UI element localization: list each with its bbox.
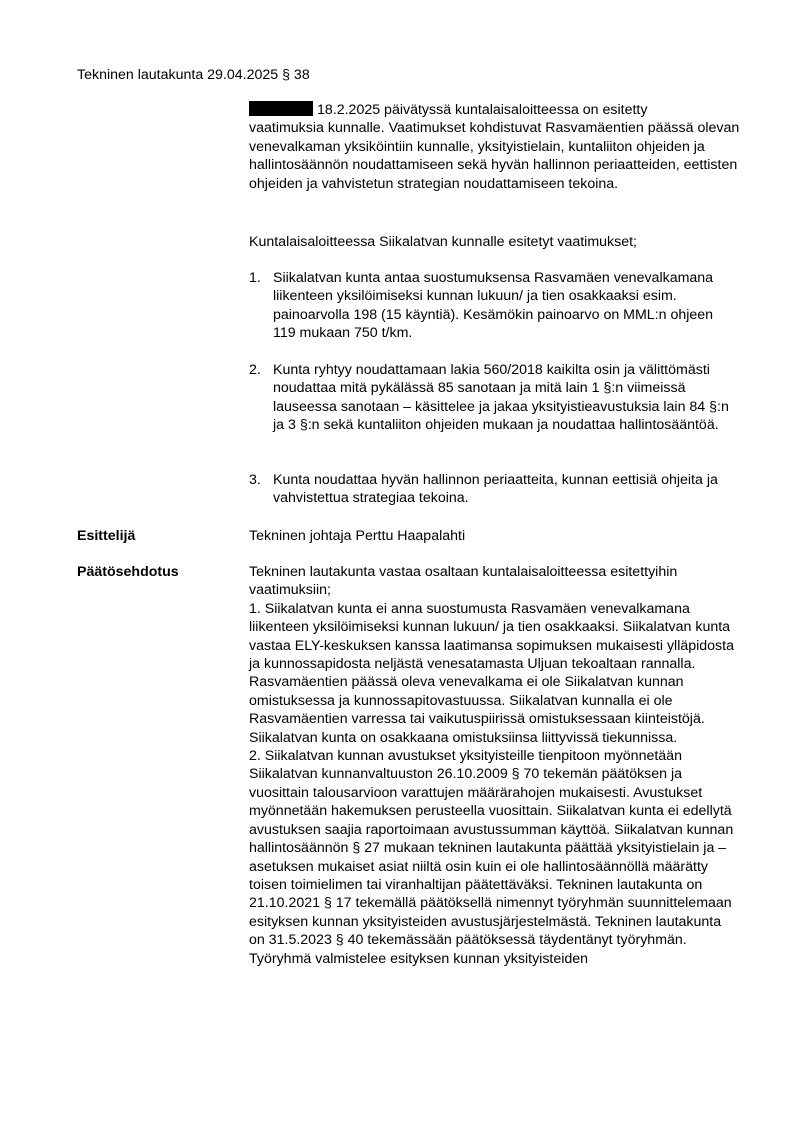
- list-item: [249, 361, 729, 435]
- list-item-text: Kunta noudattaa hyvän hallinnon periaatteita, kunnan eettisiä ohjeita ja vahvistettua strategiaa tekoina.: [273, 472, 718, 507]
- presenter-label: Esittelijä: [77, 528, 136, 544]
- list-item-text: Siikalatvan kunta antaa suostumuksensa Rasvamäen venevalkamana liikenteen yksilöimiseksi kunnan lukuun/ ja tien osakkaaksi esim. painoarvolla 198 (15 käyntiä). Kesämökin painoarvo on MML:n ohjeen 119 mukaan 750 t/km.: [273, 270, 714, 342]
- list-item-text: Kunta ryhtyy noudattamaan lakia 560/2018 kaikilta osin ja välittömästi noudattaa mitä pykälässä 85 sanotaan ja mitä lain 1 §:n viimeissä lauseessa sanotaan – käsittelee ja jakaa yksityistieavustuksia lain 84 §:n ja 3 §:n sekä kuntaliiton ohjeiden mukaan ja noudattaa hallintosääntöä.: [273, 362, 729, 434]
- list-item-number: 3.: [249, 472, 261, 488]
- demands-heading: Kuntalaisaloitteessa Siikalatvan kunnalle esitetyt vaatimukset;: [249, 234, 638, 250]
- intro-paragraph: [249, 101, 749, 193]
- redaction-box: [249, 101, 313, 116]
- proposal-label: Päätösehdotus: [77, 564, 179, 580]
- document-header: Tekninen lautakunta 29.04.2025 § 38: [77, 67, 310, 83]
- intro-first-line: 18.2.2025 päivätyssä kuntalaisaloitteessa on esitetty: [317, 102, 648, 118]
- list-item: [249, 269, 729, 343]
- list-item-number: 2.: [249, 362, 261, 378]
- demands-list-3: [249, 471, 729, 508]
- demands-list: [249, 269, 729, 343]
- list-item-number: 1.: [249, 270, 261, 286]
- proposal-text: Tekninen lautakunta vastaa osaltaan kuntalaisaloitteessa esitettyihin vaatimuksiin; 1. Siikalatvan kunta ei anna suostumusta Rasvamäen venevalkamana liikenteen yksilöimiseksi kunnan lukuun/ ja tien osakkaaksi. Siikalatvan kunta vastaa ELY-keskuksen kanssa laatimansa sopimuksen mukaisesti ylläpidosta ja kunnossapidosta neljästä venesatamasta Uljuan tekoaltaan rannalla. Rasvamäentien päässä oleva venevalkama ei ole Siikalatvan kunnan omistuksessa ja kunnossapitovastuussa. Siikalatvan kunnalla ei ole Rasvamäentien varressa tai vaikutuspiirissä omistuksessaan kiinteistöjä. Siikalatvan kunta on osakkaana omistuksiinsa liittyvissä tiekunnissa. 2. Siikalatvan kunnan avustukset yksityisteille tienpitoon myönnetään Siikalatvan kunnanvaltuuston 26.10.2009 § 70 tekemän päätöksen ja vuosittain talousarvioon varattujen määrärahojen mukaisesti. Avustukset myönnetään hakemuksen perusteella vuosittain. Siikalatvan kunta ei edellytä avustuksen saajia raportoimaan avustussumman käyttöä. Siikalatvan kunnan hallintosäännön § 27 mukaan tekninen lautakunta päättää yksityistielain ja –asetuksen mukaiset asiat niiltä osin kuin ei ole hallintosäännöllä määrätty toisen toimielimen tai viranhaltijan päätettäväksi. Tekninen lautakunta on 21.10.2021 § 17 tekemällä päätöksellä nimennyt työryhmän suunnittelemaan esityksen kunnan yksityisteiden avustusjärjestelmästä. Tekninen lautakunta on 31.5.2023 § 40 tekemässään päätöksessä täydentänyt työryhmän. Työryhmä valmistelee esityksen kunnan yksityisteiden: [249, 564, 734, 967]
- intro-rest: vaatimuksia kunnalle. Vaatimukset kohdistuvat Rasvamäentien päässä olevan venevalkaman yksiköintiin kunnalle, yksityistielain, kuntaliiton ohjeiden ja hallintosäännön noudattamiseen sekä hyvän hallinnon periaatteiden, eettisten ohjeiden ja vahvistetun strategian noudattamiseen tekoina.: [249, 120, 740, 192]
- demands-list-2: [249, 361, 729, 435]
- presenter-value: Tekninen johtaja Perttu Haapalahti: [249, 528, 466, 544]
- list-item: [249, 471, 729, 508]
